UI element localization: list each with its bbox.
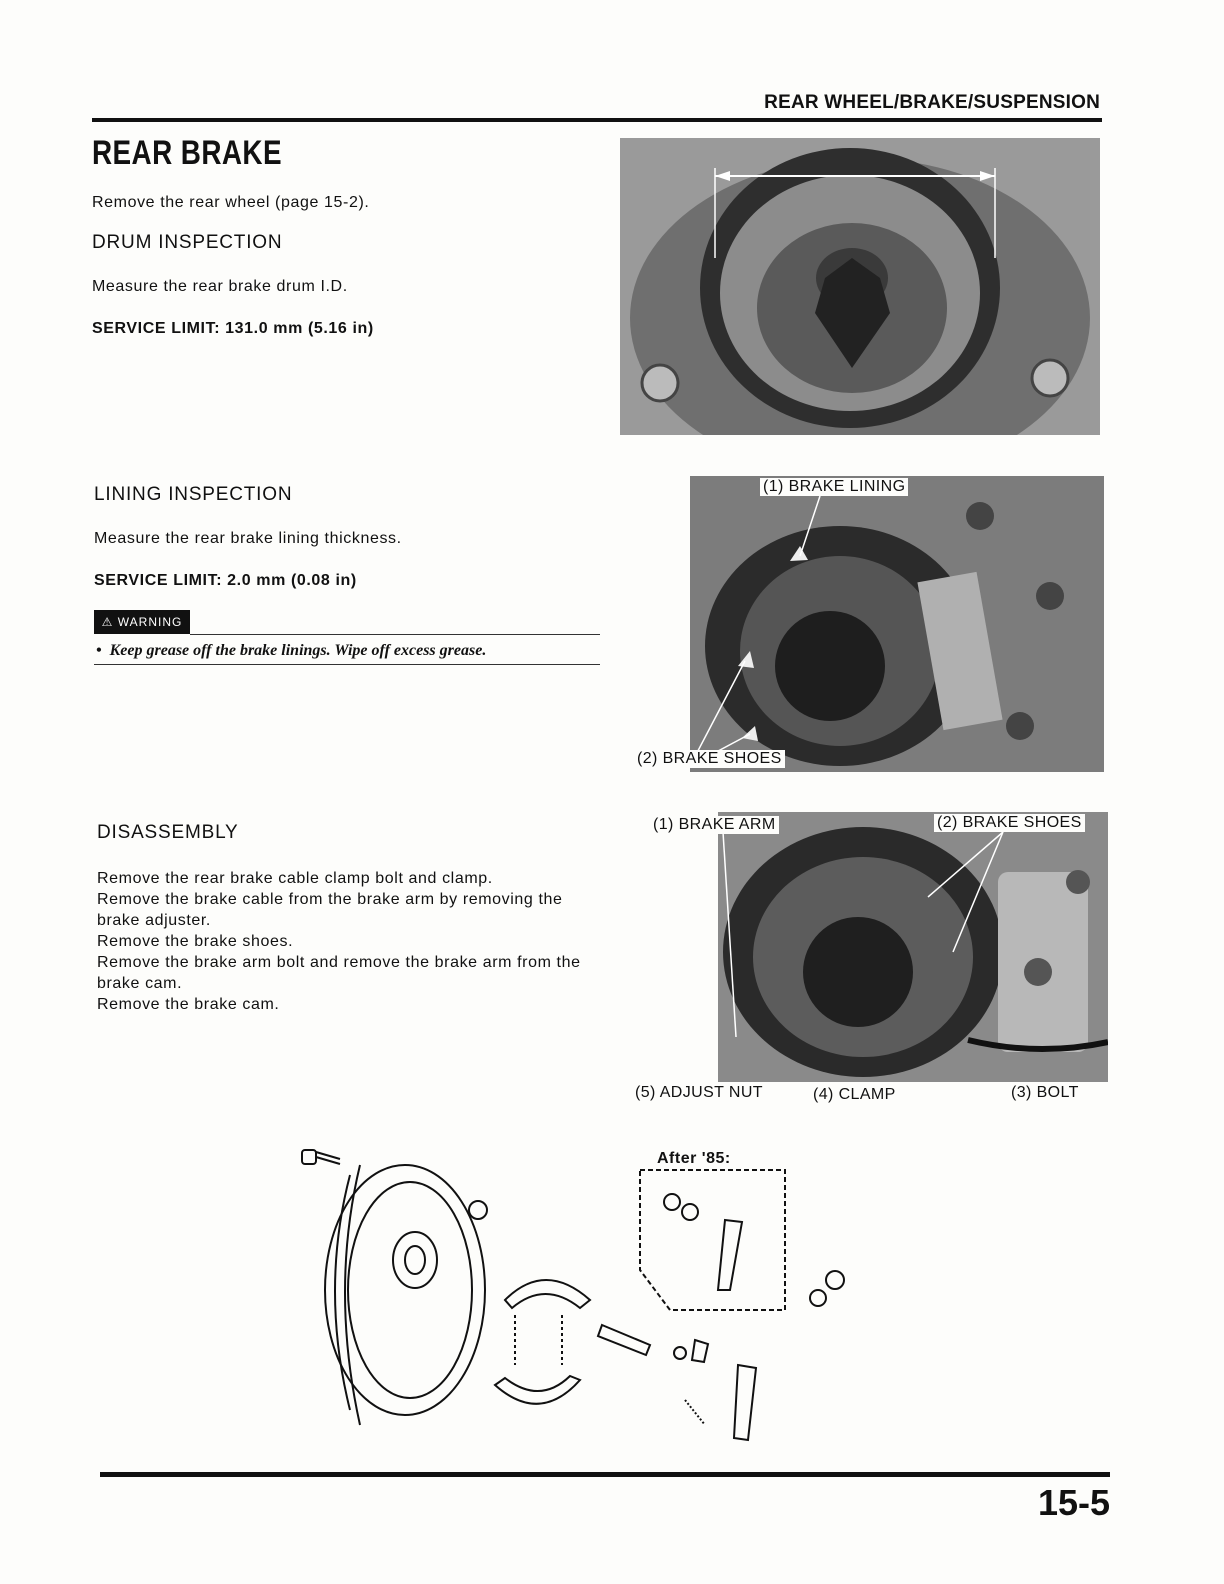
label-clamp: (4) CLAMP — [810, 1086, 899, 1104]
drum-photo-drawing — [620, 138, 1100, 435]
disassembly-photo — [718, 812, 1108, 1082]
disassembly-line: Remove the brake shoes. — [97, 933, 294, 950]
intro-text: Remove the rear wheel (page 15-2). — [92, 194, 370, 211]
label-brake-lining: (1) BRAKE LINING — [760, 478, 908, 496]
warning-badge-label: WARNING — [117, 615, 183, 629]
drum-service-limit: SERVICE LIMIT: 131.0 mm (5.16 in) — [92, 320, 374, 337]
header-rule — [92, 118, 1102, 122]
disassembly-heading: DISASSEMBLY — [97, 822, 239, 843]
disassembly-steps — [97, 868, 617, 1015]
warning-text: • Keep grease off the brake linings. Wipe off excess grease. — [96, 642, 487, 659]
disassembly-line: brake adjuster. — [97, 912, 211, 929]
lining-text: Measure the rear brake lining thickness. — [94, 530, 402, 547]
warning-message: Keep grease off the brake linings. Wipe off excess grease. — [109, 642, 487, 659]
warning-badge — [94, 610, 190, 634]
drum-heading: DRUM INSPECTION — [92, 232, 283, 253]
lining-service-limit: SERVICE LIMIT: 2.0 mm (0.08 in) — [94, 572, 357, 589]
label-brake-arm: (1) BRAKE ARM — [650, 816, 779, 834]
arm-nut-drawing — [810, 1290, 826, 1306]
brake-shoe-drawing — [495, 1280, 590, 1404]
disassembly-line: brake cam. — [97, 975, 183, 992]
disassembly-line: Remove the brake cam. — [97, 996, 280, 1013]
panel-bolt-drawing — [302, 1150, 340, 1164]
warning-rule-top — [190, 634, 600, 635]
brake-cam-drawing — [598, 1325, 756, 1440]
disassembly-photo-drawing — [718, 812, 1108, 1082]
brake-panel-drawing — [325, 1165, 485, 1425]
warning-rule-bottom — [94, 664, 600, 665]
page-number: 15-5 — [1037, 1482, 1110, 1523]
arm-bolt-drawing — [826, 1271, 844, 1289]
panel-nut-drawing — [469, 1201, 487, 1219]
drum-text: Measure the rear brake drum I.D. — [92, 278, 348, 295]
lining-photo-drawing — [690, 476, 1104, 772]
lining-photo — [690, 476, 1104, 772]
section-header: REAR WHEEL/BRAKE/SUSPENSION — [764, 92, 1100, 113]
exploded-diagram — [290, 1140, 870, 1460]
disassembly-line: Remove the rear brake cable clamp bolt and clamp. — [97, 870, 493, 887]
label-adjust-nut: (5) ADJUST NUT — [632, 1084, 766, 1102]
disassembly-line: Remove the brake cable from the brake arm by removing the — [97, 891, 563, 908]
disassembly-line: Remove the brake arm bolt and remove the brake arm from the — [97, 954, 581, 971]
label-bolt: (3) BOLT — [1008, 1084, 1082, 1102]
label-brake-shoes-2: (2) BRAKE SHOES — [934, 814, 1085, 832]
lining-heading: LINING INSPECTION — [94, 484, 293, 505]
drum-photo — [620, 138, 1100, 435]
after-85-box-drawing — [640, 1170, 785, 1310]
page-title: REAR BRAKE — [92, 134, 282, 172]
warning-icon: ⚠ — [101, 615, 114, 629]
after-85-label: After '85: — [657, 1150, 731, 1167]
footer-rule — [100, 1472, 1110, 1477]
label-brake-shoes: (2) BRAKE SHOES — [634, 750, 785, 768]
